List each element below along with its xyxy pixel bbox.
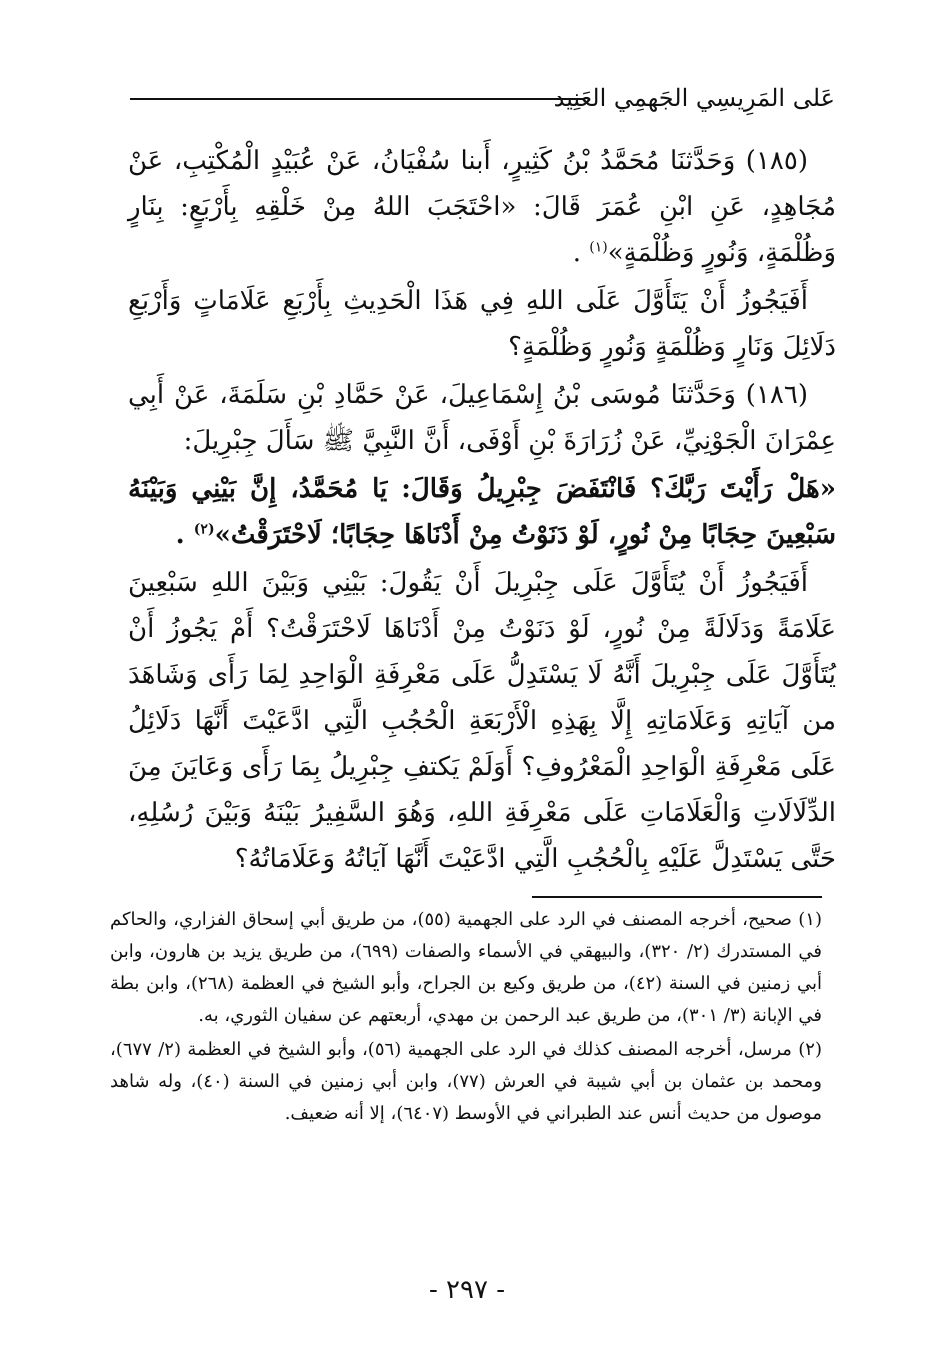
hadith-185-text: (١٨٥) وَحَدَّثنَا مُحَمَّدُ بْنُ كَثِيرٍ، أَبنا سُفْيَانُ، عَنْ عُبَيْدٍ الْمُكْتِبِ، عَنْ مُجَاهِدٍ، عَنِ ابْنِ عُمَرَ قَالَ: «احْتَجَبَ اللهُ مِنْ خَلْقِهِ بِأَرْبَعٍ: بِنَارٍ وَظُلْمَةٍ، وَنُورٍ وَظُلْمَةٍ» <box>128 146 836 268</box>
footnote-2: (٢) مرسل، أخرجه المصنف كذلك في الرد على الجهمية (٥٦)، وأبو الشيخ في العظمة (٢/ ٦٧٧)، ومحمد بن عثمان بن أبي شيبة في العرش (٧٧)، وابن أبي زمنين في السنة (٤٠)، وله شاهد موصول من حديث أنس عند الطبراني في الأوسط (٦٤٠٧)، إلا أنه ضعيف. <box>110 1039 822 1124</box>
footnote-divider <box>532 896 822 898</box>
footnote-ref-1[interactable]: (١) <box>589 239 608 256</box>
hadith-186-isnad: (١٨٦) وَحَدَّثنَا مُوسَى بْنُ إِسْمَاعِيلَ، عَنْ حَمَّادِ بْنِ سَلَمَةَ، عَنْ أَبِي عِمْرَانَ الْجَوْنِيِّ، عَنْ زُرَارَةَ بْنِ أَوْفَى، أَنَّ النَّبِيَّ ﷺ سَأَلَ جِبْرِيلَ: <box>128 380 836 456</box>
running-title: عَلى المَرِيسِي الجَهمِي العَنِيد <box>553 84 835 112</box>
hadith-186-matn-text: «هَلْ رَأَيْتَ رَبَّكَ؟ فَانْتَفَضَ جِبْرِيلُ وَقَالَ: يَا مُحَمَّدُ، إِنَّ بَيْنِي وَبَيْنَهُ سَبْعِينَ حِجَابًا مِنْ نُورٍ، لَوْ دَنَوْتُ مِنْ أَدْنَاهَا حِجَابًا؛ لَاحْتَرَقْتُ» <box>128 474 836 550</box>
page-number: - ٢٩٧ - <box>428 1275 506 1305</box>
footnotes <box>110 904 822 1132</box>
footnote-ref-2[interactable]: (٢) <box>193 521 215 538</box>
hadith-185: (١٨٥) وَحَدَّثنَا مُحَمَّدُ بْنُ كَثِيرٍ، أَبنا سُفْيَانُ، عَنْ عُبَيْدٍ الْمُكْتِبِ، عَنْ مُجَاهِدٍ، عَنِ ابْنِ عُمَرَ قَالَ: «احْتَجَبَ اللهُ مِنْ خَلْقِهِ بِأَرْبَعٍ: بِنَارٍ وَظُلْمَةٍ، وَنُورٍ وَظُلْمَةٍ»$^{(١)}$ . <box>128 146 836 268</box>
question-paragraph-1: أَفَيَجُوزُ أَنْ يَتَأَوَّلَ عَلَى اللهِ فِي هَذَا الْحَدِيثِ بِأَرْبَعِ عَلَامَاتٍ وَأَرْبَعِ دَلَائِلَ وَنَارٍ وَظُلْمَةٍ وَنُورٍ وَظُلْمَةٍ؟ <box>128 286 836 362</box>
header-rule <box>130 98 585 100</box>
hadith-186-matn: «هَلْ رَأَيْتَ رَبَّكَ؟ فَانْتَفَضَ جِبْرِيلُ وَقَالَ: يَا مُحَمَّدُ، إِنَّ بَيْنِي وَبَيْنَهُ سَبْعِينَ حِجَابًا مِنْ نُورٍ، لَوْ دَنَوْتُ مِنْ أَدْنَاهَا حِجَابًا؛ لَاحْتَرَقْتُ»$^{(٢)}$ . <box>128 474 836 550</box>
question-paragraph-2: أَفَيَجُوزُ أَنْ يُتَأَوَّلَ عَلَى جِبْرِيلَ أَنْ يَقُولَ: بَيْنِي وَبَيْنَ اللهِ سَبْعِينَ عَلَامَةً وَدَلَالَةً مِنْ نُورٍ، لَوْ دَنَوْتُ مِنْ أَدْنَاهَا لَاحْتَرَقْتُ؟ أَمْ يَجُوزُ أَنْ يُتَأَوَّلَ عَلَى جِبْرِيلَ أَنَّهُ لَا يَسْتَدِلُّ عَلَى مَعْرِفَةِ الْوَاحِدِ لِمَا رَأَى وَشَاهَدَ من آيَاتِهِ وَعَلَامَاتِهِ إِلَّا بِهَذِهِ الْأَرْبَعَةِ الْحُجُبِ الَّتِي ادَّعَيْتَ أَنَّهَا دَلَائِلُ عَلَى مَعْرِفَةِ الْوَاحِدِ الْمَعْرُوفِ؟ أَوَلَمْ يَكتفِ جِبْرِيلُ بِمَا رَأَى وَعَايَنَ مِنَ الدِّلَالَاتِ وَالْعَلَامَاتِ عَلَى مَعْرِفَةِ اللهِ، وَهُوَ السَّفِيرُ بَيْنَهُ وَبَيْنَ رُسُلِهِ، حَتَّى يَسْتَدِلَّ عَلَيْهِ بِالْحُجُبِ الَّتِي ادَّعَيْتَ أَنَّهَا آيَاتُهُ وَعَلَامَاتُهُ؟ <box>128 568 836 874</box>
footnote-1: (١) صحيح، أخرجه المصنف في الرد على الجهمية (٥٥)، من طريق أبي إسحاق الفزاري، والحاكم في المستدرك (٢/ ٣٢٠)، والبيهقي في الأسماء والصفات (٦٩٩)، من طريق يزيد بن هارون، وابن أبي زمنين في السنة (٤٢)، من طريق وكيع بن الجراح، وأبو الشيخ في العظمة (٢٦٨)، وابن بطة في الإبانة (٣/ ٣٠١)، من طريق عبد الرحمن بن مهدي، أربعتهم عن سفيان الثوري، به. <box>110 909 822 1026</box>
page-header <box>130 78 835 118</box>
main-text <box>128 138 836 882</box>
